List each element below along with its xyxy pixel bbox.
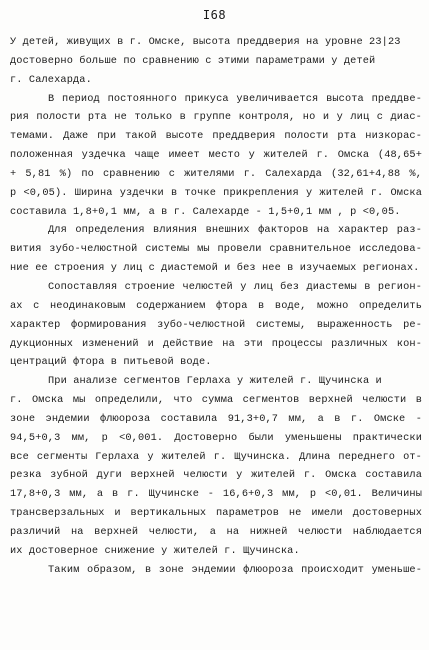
text-line: составила 1,8+0,1 мм, а в г. Салехарде - 1,5+0,1 мм , р <0,05. — [10, 205, 401, 218]
text-line: все сегменты Герлаха у жителей г. Щучинска. Длина переднего от- — [10, 450, 422, 463]
text-line: + 5,81 %) по сравнению с жителями г. Салехарда (32,61+4,88 %, — [10, 167, 422, 180]
text-line: При анализе сегментов Герлаха у жителей г. Щучинска и — [48, 375, 382, 388]
text-line: г. Омска мы определили, что сумма сегментов верхней челюсти в — [10, 394, 422, 407]
text-line: вития зубо-челюстной системы мы провели сравнительное исследова- — [10, 243, 422, 256]
text-line: резка зубной дуги верхней челюсти у жителей г. Омска составила — [10, 469, 422, 482]
text-line: дукционных изменений и действие на эти процессы различных кон- — [10, 337, 422, 350]
text-line: темами. Даже при такой высоте преддверия полости рта низкорас- — [10, 130, 422, 143]
text-line: 17,8+0,3 мм, а в г. Щучинске - 16,6+0,3 мм, р <0,01. Величины — [10, 488, 422, 501]
text-line: г. Салехарда. — [10, 73, 92, 86]
text-line: характер формирования зубо-челюстной системы, выраженность ре- — [10, 318, 422, 331]
body-text — [10, 33, 422, 579]
text-line: 94,5+0,3 мм, р <0,001. Достоверно были уменьшены практически — [10, 431, 422, 444]
text-line: центраций фтора в питьевой воде. — [10, 356, 212, 369]
text-line: ах с неодинаковым содержанием фтора в воде, можно определить — [10, 299, 422, 312]
text-line: зоне эндемии флюороза составила 91,3+0,7 мм, а в г. Омске - — [10, 412, 422, 425]
text-line: Сопоставляя строение челюстей у лиц без диастемы в регион- — [48, 280, 422, 293]
text-line: достоверно больше по сравнению с этими параметрами у детей — [10, 54, 376, 67]
text-line: ние ее строения у лиц с диастемой и без нее в изучаемых регионах. — [10, 262, 420, 275]
text-line: трансверзальных и вертикальных параметров не имели достоверных — [10, 507, 422, 520]
text-line: Для определения влияния внешних факторов на характер раз- — [48, 224, 422, 237]
text-line: В период постоянного прикуса увеличивается высота преддве- — [48, 92, 422, 105]
text-line: положенная уздечка чаще имеет место у жителей г. Омска (48,65+ — [10, 149, 422, 162]
page-number: I68 — [202, 8, 227, 22]
text-line: их достоверное снижение у жителей г. Щучинска. — [10, 544, 300, 557]
text-line: Таким образом, в зоне эндемии флюороза происходит уменьше- — [48, 563, 422, 576]
text-line: У детей, живущих в г. Омске, высота преддверия на уровне 23|23 — [10, 36, 401, 48]
text-line: р <0,05). Ширина уздечки в точке прикрепления у жителей г. Омска — [10, 186, 422, 199]
text-line: различий на верхней челюсти, а на нижней челюсти наблюдается — [10, 525, 422, 538]
text-line: рия полости рта не только в группе контроля, но и у лиц с диас- — [10, 111, 422, 124]
